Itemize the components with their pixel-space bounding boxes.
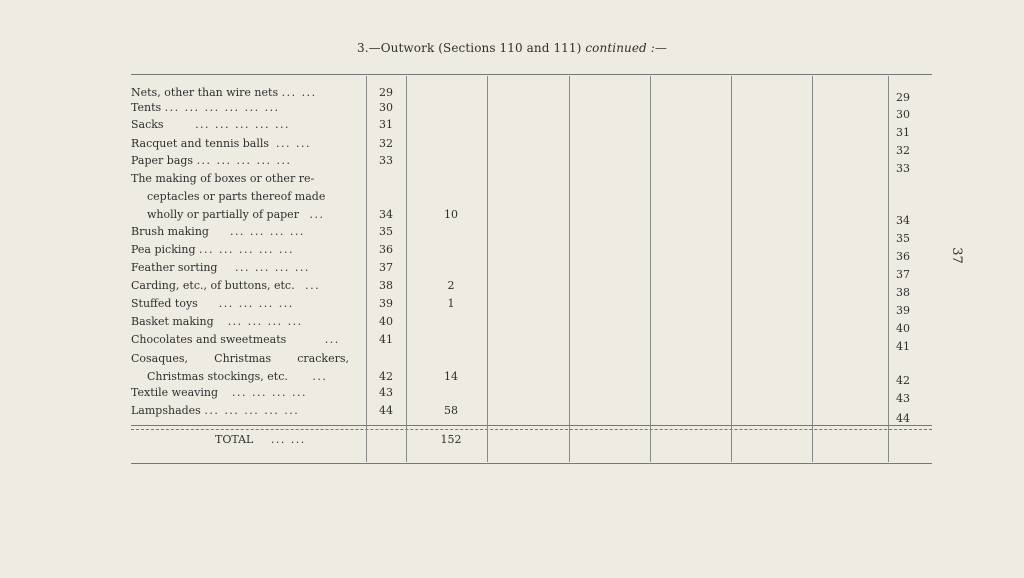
- row-number: 40: [379, 315, 393, 328]
- title-main: 3.—Outwork (Sections 110 and 111): [356, 41, 582, 55]
- row-number-right: 33: [896, 162, 910, 175]
- row-count: 58: [444, 404, 458, 417]
- row-number: 33: [379, 154, 393, 167]
- row-number: 42: [379, 370, 393, 383]
- table-title: [0, 41, 1024, 55]
- row-label: Brush making ... ... ... ...: [131, 225, 305, 238]
- row-number-right: 37: [896, 268, 910, 281]
- row-number: 39: [379, 297, 393, 310]
- column-rule: [731, 76, 732, 462]
- column-rule: [650, 76, 651, 462]
- row-number-right: 31: [896, 126, 910, 139]
- row-number: 32: [379, 137, 393, 150]
- total-value: 152: [440, 433, 462, 446]
- row-label: Chocolates and sweetmeats ...: [131, 333, 340, 346]
- row-label: Carding, etc., of buttons, etc. ...: [131, 279, 321, 292]
- row-number: 35: [379, 225, 393, 238]
- row-number-right: 42: [896, 374, 910, 387]
- row-label: Christmas stockings, etc. ...: [147, 370, 328, 383]
- row-label: Textile weaving ... ... ... ...: [131, 386, 307, 399]
- row-number-right: 36: [896, 250, 910, 263]
- title-continued: continued :—: [585, 41, 667, 55]
- column-rule: [812, 76, 813, 462]
- row-number-right: 44: [896, 412, 910, 425]
- row-number: 37: [379, 261, 393, 274]
- row-number: 34: [379, 208, 393, 221]
- row-label-line2: ceptacles or parts thereof made: [147, 190, 326, 203]
- row-number-right: 32: [896, 144, 910, 157]
- row-number: 36: [379, 243, 393, 256]
- row-label: Lampshades ... ... ... ... ...: [131, 404, 300, 417]
- row-label: Racquet and tennis balls ... ...: [131, 137, 312, 150]
- row-count: 10: [444, 208, 458, 221]
- row-label: Feather sorting ... ... ... ...: [131, 261, 310, 274]
- table-bottom-rule: [131, 463, 932, 464]
- row-number: 41: [379, 333, 393, 346]
- row-number-right: 30: [896, 108, 910, 121]
- row-label: Stuffed toys ... ... ... ...: [131, 297, 294, 310]
- row-count: 1: [447, 297, 455, 310]
- row-label: Sacks ... ... ... ... ...: [131, 118, 290, 131]
- row-count: 14: [444, 370, 458, 383]
- row-label: Tents ... ... ... ... ... ...: [131, 101, 280, 114]
- page-number: 37: [948, 247, 964, 264]
- row-number-right: 34: [896, 214, 910, 227]
- row-number-right: 29: [896, 91, 910, 104]
- row-label: Paper bags ... ... ... ... ...: [131, 154, 292, 167]
- row-number: 31: [379, 118, 393, 131]
- row-label: wholly or partially of paper ...: [147, 208, 325, 221]
- column-rule: [406, 76, 407, 462]
- row-label: Pea picking ... ... ... ... ...: [131, 243, 294, 256]
- row-label: Nets, other than wire nets ... ...: [131, 86, 317, 99]
- row-label-line1: The making of boxes or other re-: [131, 172, 315, 185]
- row-number: 38: [379, 279, 393, 292]
- row-count: 2: [447, 279, 455, 292]
- row-number-right: 39: [896, 304, 910, 317]
- row-number-right: 43: [896, 392, 910, 405]
- table-top-rule: [131, 74, 932, 75]
- row-number: 43: [379, 386, 393, 399]
- row-number-right: 40: [896, 322, 910, 335]
- row-number-right: 38: [896, 286, 910, 299]
- row-label: Basket making ... ... ... ...: [131, 315, 303, 328]
- row-number: 29: [379, 86, 393, 99]
- column-rule: [569, 76, 570, 462]
- row-number-right: 35: [896, 232, 910, 245]
- row-label-line1: Cosaques, Christmas crackers,: [131, 352, 349, 365]
- row-number: 30: [379, 101, 393, 114]
- total-label: TOTAL ... ...: [215, 433, 306, 446]
- row-number-right: 41: [896, 340, 910, 353]
- row-number: 44: [379, 404, 393, 417]
- column-rule: [487, 76, 488, 462]
